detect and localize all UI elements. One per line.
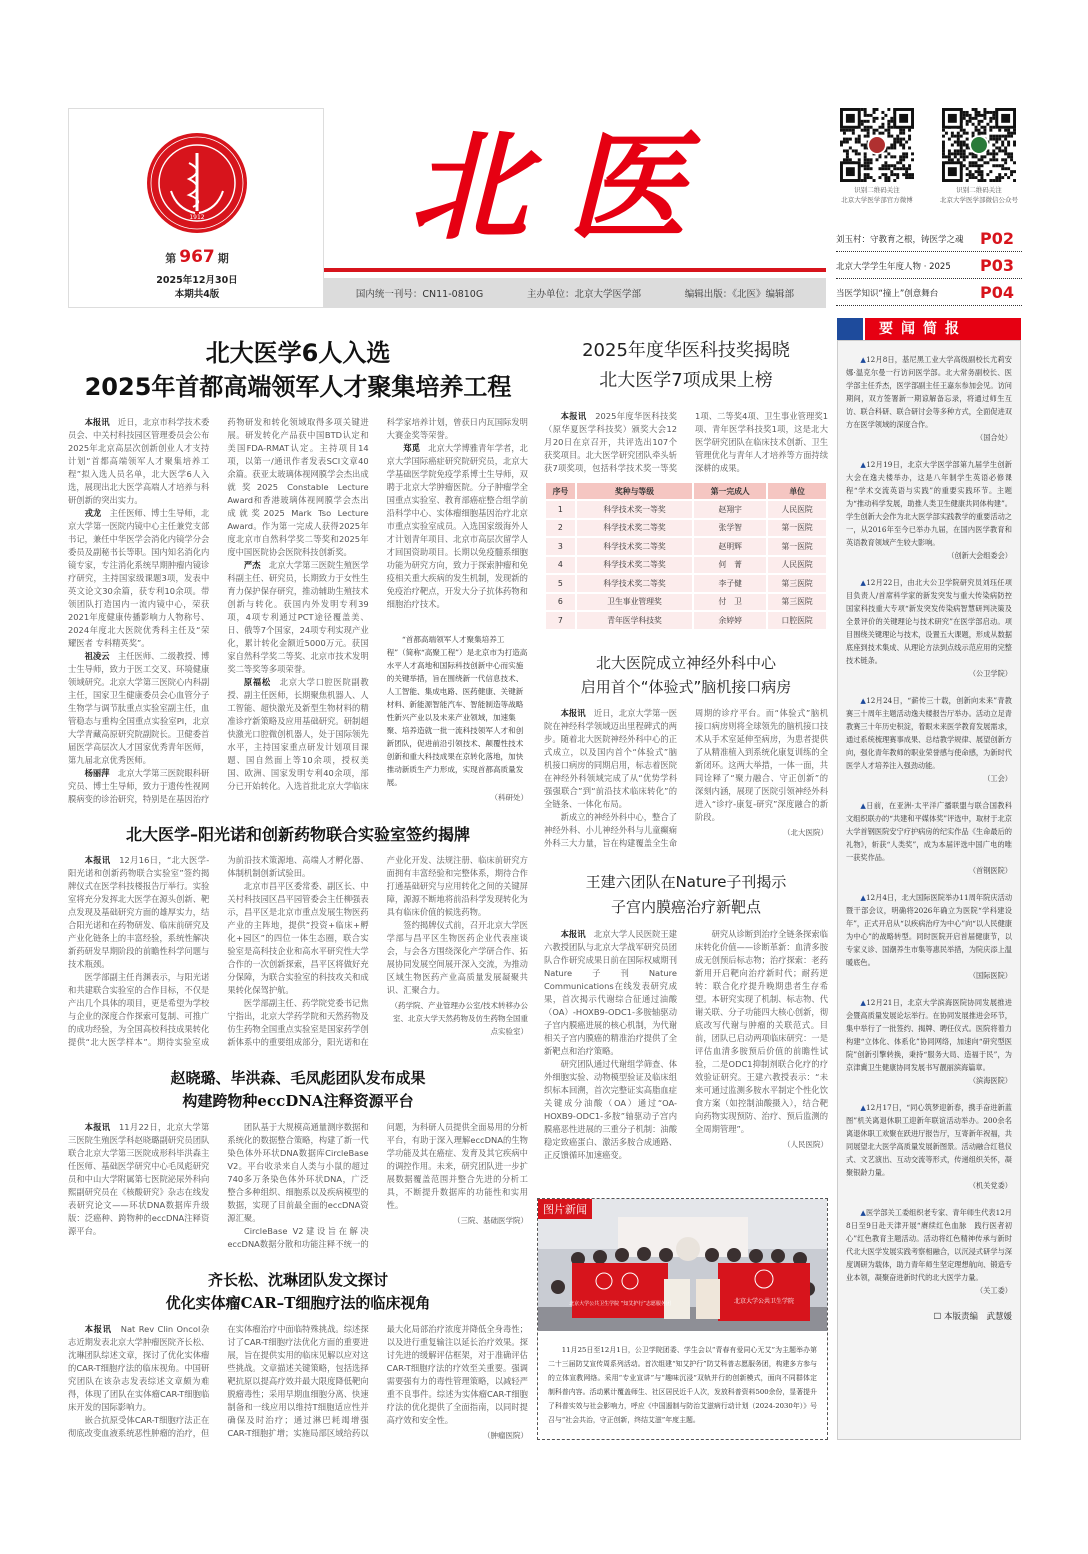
page-index-number: P02 xyxy=(980,229,1014,248)
article-paragraph xyxy=(387,442,528,611)
article-paragraph xyxy=(68,854,209,971)
news-brief-body: 日前，在亚洲-太平洋广播联盟与联合国教科文组织联办的“共建和平媒体奖”评选中，取材于北京大学首钢医院安宁疗护病房的纪实作品《生命最后的礼物》，斩获“人类奖”，成为本届评选中国广电的唯一获奖作品。 xyxy=(846,801,1012,862)
article-lab xyxy=(68,824,528,1049)
issue-date-block xyxy=(69,274,325,302)
headline-line: 子宫内膜癌治疗新靶点 xyxy=(610,897,761,916)
paragraph-lead: 本报讯 xyxy=(84,1122,111,1132)
article-body xyxy=(68,416,528,806)
table-row xyxy=(546,575,826,592)
news-brief-text xyxy=(846,1206,1012,1284)
news-brief-item xyxy=(846,891,1012,982)
article-paragraph xyxy=(544,1058,677,1162)
paragraph-lead: 本报讯 xyxy=(84,417,110,427)
publisher-label: 编辑出版：《北医》编辑部 xyxy=(684,289,795,300)
paragraph-lead: 严杰 xyxy=(243,560,261,570)
table-cell: 赵明辉 xyxy=(694,538,766,555)
issue-suffix: 期 xyxy=(217,252,229,265)
article-headline xyxy=(68,1269,528,1315)
paragraph-text: 研究团队通过代谢组学筛查、体外细胞实验、动物模型验证及临床组织标本回溯，首次完整证实高脂血症关键成分油酸（OA）通过“OA-HOXB9-ODC1-多胺”轴驱动子宫内膜癌恶性进展的三重分子机制：油酸稳定致癌蛋白、激活多胺合成通路、正反馈循环加速癌变。 xyxy=(544,1058,677,1160)
table-cell: 科学技术奖二等奖 xyxy=(577,557,692,574)
paragraph-text: Nat Rev Clin Oncol杂志近期发表北京大学肿瘤医院齐长松、沈琳团队综述文章，探讨了优化实体瘤的CAR-T细胞疗法的临床视角。中国研究团队在该杂志发表综述文章颇为难得，体现了团队在实体瘤CAR-T细胞临床开发的国际影响力。 xyxy=(68,1324,210,1412)
page-index-title: 当医学知识“撞上”创意舞台 xyxy=(836,288,939,299)
news-brief-item xyxy=(846,458,1012,562)
article-paragraph xyxy=(544,707,677,811)
article-source: （药学院、产业管理办公室/技术转移办公室、北京大学天然药物及仿生药物全国重点实验室） xyxy=(390,1001,528,1036)
photo-news xyxy=(537,1198,828,1440)
table-cell: 4 xyxy=(546,557,575,574)
sidebar-note: “首都高端领军人才聚集培养工程”（简称“高聚工程”）是北京市为打造高水平人才高地和国际科技创新中心而实施的关键举措，旨在围绕新一代信息技术、人工智能、集成电路、医药健康、关键新材料、新能源智能汽车、智能制造等战略性新兴产业以及未来产业领域，加速集聚、培养造就一批一流科技领军人才和创新团队，促进前沿引领技术、颠覆性技术创新和重大科技成果在京转化落地，加快推动新质生产力形成，实现首都高质量发展。 xyxy=(386,635,528,787)
page-index-item-p03[interactable] xyxy=(836,253,1022,279)
news-brief-source: （滨海医院） xyxy=(968,1076,1012,1085)
article-paragraph xyxy=(68,416,209,507)
table-row xyxy=(546,501,826,518)
article-paragraph xyxy=(544,928,677,1058)
triangle-bullet-icon: ▲ xyxy=(860,696,867,705)
table-header-cell: 奖种与等级 xyxy=(577,483,692,499)
news-brief-source: （国合处） xyxy=(976,433,1012,442)
banner-text-left: 北京大学公共卫生学院 “知艾护行”志愿服务团 xyxy=(569,1300,671,1307)
news-brief-body: 12月4日，北大国际医院举办11周年院庆活动暨干部会议，明确将2026年确立为医院“学科建设年”，正式开启从“以疾病治疗为中心”向“以人民健康为中心”的战略转型。同时医院开启首届健康节，以专家义诊、国潮养生市集等惠民举措，为院庆添上温暖底色。 xyxy=(846,893,1013,967)
issue-number-value: 967 xyxy=(179,247,215,267)
table-row xyxy=(546,520,826,537)
news-brief-item xyxy=(846,353,1012,444)
news-brief-body: 12月21日，北京大学滨海医院协同发展推进会暨高质量发展论坛举行。在协同发展推进会环节，集中举行了一批签约、揭牌、聘任仪式。医院将着力构建“立体化、体系化”协同网络，加速向“研究型医院”创新引擎转换，秉持“服务大局、造福于民”，为京津冀卫生健康协同发展书写靓丽滨海篇章。 xyxy=(846,998,1012,1072)
table-cell: 2 xyxy=(546,520,575,537)
news-brief-source: （国际医院） xyxy=(968,971,1012,980)
paragraph-lead: 祖凌云 xyxy=(84,651,110,661)
article-paragraph xyxy=(227,880,368,997)
middle-column xyxy=(544,336,828,1440)
article-paragraph xyxy=(387,919,528,997)
news-brief-item xyxy=(846,799,1012,877)
page-index-item-p02[interactable] xyxy=(836,226,1022,252)
paragraph-text: 医学部副主任肖渊表示，与阳光诺和共建联合实验室的合作目标，不仅是产出几个具体的项目，更是希望为学校与企业的深度合作探索可复制、可推广的成功经验，为全国高校科技成果转化提供“北大医学样本”。期待实验室成为前沿技术策源地、高端人才孵化器、体制机制创新试验田。 xyxy=(68,855,369,1047)
article-body xyxy=(544,410,828,475)
news-brief-source: （工会） xyxy=(983,774,1012,783)
table-cell: 口腔医院 xyxy=(768,612,826,629)
paragraph-lead: 杨丽萍 xyxy=(84,768,110,778)
paragraph-text: 新成立的神经外科中心，整合了神经外科、小儿神经外科与儿童癫痫外科三大力量，旨在构建覆盖全生命周期的诊疗平台。而“体验式”脑机接口病房则将全球领先的脑机接口技术从手术室延伸至病房，为患者提供了从精准植入到系统化康复训练的全新闭环。这两大举措，一体一面，共同诠释了“聚力融合、守正创新”的深刻内涵，展现了医院引领神经外科进入“诊疗-康复-研究”深度融合的新阶段。 xyxy=(544,707,828,848)
triangle-bullet-icon: ▲ xyxy=(860,893,866,902)
paragraph-lead: 本报讯 xyxy=(560,411,587,421)
article-neuro xyxy=(544,651,828,850)
paragraph-lead: 本报讯 xyxy=(560,928,586,939)
news-brief-sidebar xyxy=(837,340,1021,1440)
news-brief-source: （公卫学院） xyxy=(968,669,1012,678)
qr-caption-weibo xyxy=(822,185,932,205)
table-header-cell: 序号 xyxy=(546,483,575,499)
photo-news-caption: 11月25日至12月1日，公卫学院团委、学生会以“青春有爱同心无艾”为主题举办第二十三届防艾宣传周系列活动。首次组建“知艾护行”防艾科普志愿服务团，构建多方参与的立体宣教网络。采用“专业宣讲”与“趣味沉浸”双轨并行的创新模式，面向不同群体定制科普内容。活动累计覆盖师生、社区居民近千人次，发放科普资料500余份，显著提升了科普实效与社会影响力，呼应《中国遏制与防治艾滋病行动计划（2024-2030年）》号召与“社会共治，守正创新，终结艾滋”年度主题。 xyxy=(548,1345,817,1424)
article-paragraph xyxy=(227,559,368,676)
news-brief-body: 12月17日，“同心筑梦迎新春，携手奋进新蓝图”机关离退休职工迎新年联谊活动举办。200余名离退休职工欢聚在跃进厅报告厅，互寄新年祝福，共同展望北大医学高质量发展新图景。活动融合红毯仪式、文艺演出、互动交流等形式，传递组织关怀，凝聚银龄力量。 xyxy=(846,1103,1012,1177)
triangle-bullet-icon: ▲ xyxy=(860,801,867,810)
paragraph-text: 嵌合抗原受体CAR-T细胞疗法正在彻底改变血液系统恶性肿瘤的治疗，但在实体瘤治疗中面临特殊挑战。综述探讨了CAR-T细胞疗法优化方面的重要进展，旨在提供实用的临床见解以应对这些挑战。文章描述关键策略，包括选择靶抗原以提高疗效并最大限度降低靶向脱瘤毒性；采用早期血细胞分离、快速制备和一线应用以维持T细胞适应性并确保及时治疗；通过淋巴耗竭增强CAR-T细胞扩增；实施局部区域给药以最大化局部治疗浓度并降低全身毒性；以及进行重复输注以延长治疗效果。探讨先进的缓解评估框架，对于准确评估CAR-T细胞疗法的疗效至关重要。强调需要强有力的毒性管理策略，以减轻严重不良事件。综述为实体瘤CAR-T细胞疗法的优化提供了全面指南，以同时提高疗效和安全性。 xyxy=(68,1324,528,1438)
headline-line: 北大医学–阳光诺和创新药物联合实验室签约揭牌 xyxy=(125,825,470,844)
news-brief-source: （机关党委） xyxy=(968,1181,1012,1190)
article-headline xyxy=(68,824,528,846)
table-cell: 李子健 xyxy=(694,575,766,592)
table-cell: 3 xyxy=(546,538,575,555)
paragraph-text: 主任医师、二级教授、博士生导师，致力于医工交叉、环境健康领域研究。北京大学第三医院心内科副主任，国家卫生健康委员会心血管分子生物学与调节肽重点实验室副主任，血管稳态与重构全国重点实验室PI，北京大学青藏高原研究院副院长。卫健委首届医学高层次人才国家优秀青年医师，第九届北京优秀医师。 xyxy=(68,651,210,765)
paragraph-text: 签约揭牌仪式前，召开北京大学医学部与昌平区生物医药企业代表座谈会，与会各方围绕深化产学研合作、拓展协同发展空间展开深入交流，为推动区域生物医药产业高质量发展凝聚共识、汇聚合力。 xyxy=(386,920,528,995)
table-cell: 余婷婷 xyxy=(694,612,766,629)
page-index-title: 刘玉村：守教育之根，铸医学之魂 xyxy=(836,234,964,245)
headline-line: 2025年首都高端领军人才聚集培养工程 xyxy=(84,373,512,401)
table-cell: 青年医学科技奖 xyxy=(577,612,692,629)
triangle-bullet-icon: ▲ xyxy=(860,578,867,587)
article-paragraph xyxy=(68,507,209,650)
article-nature xyxy=(544,870,828,1162)
table-header-cell: 单位 xyxy=(768,483,826,499)
masthead-rule xyxy=(324,268,826,272)
paragraph-text: 研究从诊断到治疗全链条探索临床转化价值——诊断革新：血清多胺成无创预后标志物；治疗探索：老药新用开启靶向治疗新时代；耐药逆转：联合化疗提升晚期患者生存希望。本研究实现了机制、标志物、代谢关联、分子功能四大核心创新，彻底改写代谢与肿瘤的关联范式。目前，团队已启动两项临床研究：一是评估血清多胺预后价值的前瞻性试验，二是ODC1抑制剂联合化疗的疗效验证研究。王建六教授表示：“未来可通过监测多胺水平制定个性化饮食方案（如控制油酸摄入），结合靶向药物实现预防、治疗、预后监测的全周期管理”。 xyxy=(695,928,828,1134)
paragraph-lead: 郑觅 xyxy=(403,443,420,453)
sidebar-title: 要闻简报 xyxy=(865,318,1021,340)
headline-line: 北大医学6人入选 xyxy=(205,339,391,367)
page-editor: ☐ 本版责编 武慧媛 xyxy=(933,1312,1012,1322)
table-cell: 科学技术奖二等奖 xyxy=(577,538,692,555)
paragraph-text: 北京大学博雅青年学者，北京大学国际癌症研究院研究员，北京大学基础医学院免疫学系博士生导师，双聘于北京大学肿瘤医院。分子肿瘤学全国重点实验室、教育部癌症整合组学前沿科学中心、实体瘤细胞基因治疗北京市重点实验室成员。入选国家级海外人才计划青年项目、北京市高层次留学人才回国资助项目。长期以免疫髓系细胞功能为研究方向，致力于探索肿瘤和免疫相关重大疾病的发生机制，发现新的免疫治疗靶点，开发大分子抗体药物和细胞治疗技术。 xyxy=(386,443,528,609)
headline-line: 赵晓璐、毕洪森、毛凤彪团队发布成果 xyxy=(170,1069,426,1087)
article-paragraph xyxy=(695,928,828,1136)
qr-caption-line: 北京大学医学部微信公众号 xyxy=(940,196,1018,204)
news-brief-body: 12月19日，北京大学医学部第九届学生创新大会在逸夫楼举办，这是八年制学生英语必修课程“学术交流英语与实践”的重要实践环节。主题为“推动科学发展，助推人类卫生健康共同体构建”。学生创新大会作为北大医学部实践教学的重要活动之一，从2016年至今已举办九届，在国内医学教育和英语教育领域产生较大影响。 xyxy=(846,460,1012,547)
table-cell: 第一医院 xyxy=(768,538,826,555)
article-source: （人民医院） xyxy=(783,1139,828,1149)
triangle-bullet-icon: ▲ xyxy=(860,1208,866,1217)
article-body xyxy=(544,928,828,1162)
article-source: （科研处） xyxy=(490,793,528,802)
table-cell: 赵翔宇 xyxy=(694,501,766,518)
paragraph-lead: 原福松 xyxy=(243,677,271,687)
news-brief-text xyxy=(846,576,1012,667)
table-cell: 第一医院 xyxy=(768,520,826,537)
article-paragraph xyxy=(68,650,209,767)
article-award xyxy=(544,336,828,631)
table-header-row xyxy=(546,483,826,499)
article-body xyxy=(68,1121,528,1251)
news-brief-source: （创新大会组委会） xyxy=(947,551,1012,560)
news-brief-body: 12月8日，基尼黑工业大学高级副校长尤莉安娜·温克尔曼一行访问医学部。北大常务副校长、医学部主任乔杰，医学部副主任王嘉东参加会见。访问期间，双方签署新一期谅解备忘录，将通过师生互访、联合科研、联合研讨会等多种方式，全面促进双方在医学领域的深度合作。 xyxy=(846,355,1012,429)
table-cell: 何 菁 xyxy=(694,557,766,574)
page-index-number: P04 xyxy=(980,283,1014,302)
news-brief-item xyxy=(846,576,1012,680)
issue-prefix: 第 xyxy=(165,252,177,265)
table-cell: 7 xyxy=(546,612,575,629)
issue-date: 2025年12月30日 xyxy=(156,275,238,286)
article-headline xyxy=(68,336,528,404)
article-headline xyxy=(68,1067,528,1113)
table-row xyxy=(546,612,826,629)
paragraph-text: 2025年度华医科技奖（原华夏医学科技奖）颁奖大会12月20日在京召开，共评选出107个获奖项目。北大医学研究团队牵头斩获7项奖项，包括科学技术奖一等奖1项、二等奖4项、卫生事业管理奖1项、青年医学科技奖1项，这是北大医学研究团队在临床技术创新、卫生管理优化与青年人才培养等方面持续深耕的成果。 xyxy=(544,411,828,473)
paragraph-text: 近日，北京市科学技术委员会、中关村科技园区管理委员会公布2025年北京高层次创新创业人才支持计划“首都高端领军人才聚集培养工程”拟入选人员名单，北大医学6人入选，展现出北大医学高端人才培养与科研创新的突出实力。 xyxy=(68,417,210,505)
news-brief-text xyxy=(846,799,1012,864)
sidebar-header xyxy=(837,318,1021,340)
paragraph-text: 北京大学口腔医院副教授、副主任医师，长期聚焦机器人、人工智能、超快激光及新型生物材料的精准诊疗新策略及应用基础研究。研制超快激光口腔微创机器人，处于国际领先水平，主持国家重点研发计划项目课题、国自然面上等10余项，授权美国、欧洲、国家发明专利40余项，部分已开始转化。入选首批北京大学临床科学家培养计划，曾获日内瓦国际发明大赛金奖等荣誉。 xyxy=(227,417,528,791)
qr-caption-line: 北京大学医学部官方微博 xyxy=(841,196,913,204)
article-source: （肿瘤医院） xyxy=(482,1431,528,1440)
article-source: （三院、基础医学院） xyxy=(452,1216,528,1225)
paragraph-text: 北京大学人民医院王建六教授团队与北京大学战军研究员团队合作研究成果日前在国际权威期刊Nature子刊Nature Communications在线发表研究成果，首次揭示代谢综合征通过油酸（OA）-HOXB9-ODC1-多胺轴驱动子宫内膜癌进展的核心机制，为代谢相关子宫内膜癌的精准治疗提供了全新靶点和治疗策略。 xyxy=(544,928,677,1056)
table-cell: 张学智 xyxy=(694,520,766,537)
paragraph-text: 北京大学第三医院生殖医学科副主任、研究员，长期致力于女性生育力保护保存研究，推动辅助生殖技术创新与转化。获国内外发明专利39项，4项专利通过PCT途径覆盖美、日、俄等7个国家，24项专利实现产业化，累计转化金额近5000万元。获国家自然科学奖二等奖、北京市技术发明奖二等奖等多项荣誉。 xyxy=(227,560,369,674)
triangle-bullet-icon: ▲ xyxy=(860,460,867,469)
publication-info-bar xyxy=(324,278,826,308)
issue-page-count: 本期共4版 xyxy=(174,289,220,300)
qr-caption-line: 识别二维码关注 xyxy=(854,186,900,194)
headline-line: 启用首个“体验式”脑机接口病房 xyxy=(580,677,792,696)
qr-code-wechat[interactable] xyxy=(940,108,1018,182)
headline-line: 优化实体瘤CAR–T细胞疗法的临床视角 xyxy=(165,1294,431,1312)
headline-line: 构建跨物种eccDNA注释资源平台 xyxy=(182,1092,414,1110)
table-cell: 科学技术奖二等奖 xyxy=(577,575,692,592)
qr-caption-wechat xyxy=(924,185,1034,205)
news-brief-item xyxy=(846,694,1012,785)
triangle-bullet-icon: ▲ xyxy=(860,998,867,1007)
table-cell: 6 xyxy=(546,594,575,611)
news-brief-item xyxy=(846,996,1012,1087)
news-brief-text xyxy=(846,353,1012,431)
article-paragraph xyxy=(68,1323,209,1414)
paragraph-lead: 本报讯 xyxy=(84,1324,112,1334)
table-row xyxy=(546,594,826,611)
table-cell: 卫生事业管理奖 xyxy=(577,594,692,611)
paragraph-lead: 戎龙 xyxy=(84,508,102,518)
article-headline xyxy=(544,651,828,699)
paragraph-text: 近日，北京大学第一医院在神经科学领域迈出里程碑式的两步。随着北大医院神经外科中心的正式成立，以及国内首个“体验式”脑机接口病房的同期启用，标志着医院在神经外科领域完成了从“优势学科强强联合”到“前沿技术临床转化”的全链条、一体化布局。 xyxy=(544,707,677,809)
news-brief-item xyxy=(846,1101,1012,1192)
news-brief-item xyxy=(846,1206,1012,1297)
svg-text:1912: 1912 xyxy=(189,214,205,221)
paragraph-lead: 本报讯 xyxy=(84,855,111,865)
triangle-bullet-icon: ▲ xyxy=(860,355,867,364)
article-body xyxy=(544,707,828,850)
news-brief-text xyxy=(846,996,1012,1074)
triangle-bullet-icon: ▲ xyxy=(860,1103,867,1112)
table-cell: 科学技术奖一等奖 xyxy=(577,501,692,518)
article-cart xyxy=(68,1269,528,1442)
paragraph-lead: 本报讯 xyxy=(560,707,586,718)
news-brief-source: （首钢医院） xyxy=(968,866,1012,875)
banner-text-right: 北京大学公共卫生学院 xyxy=(733,1297,795,1305)
page-index-title: 北京大学学生年度人物 · 2025 xyxy=(836,261,951,272)
article-body xyxy=(68,1323,528,1442)
article-paragraph xyxy=(227,1121,368,1225)
article-paragraph xyxy=(544,410,828,475)
paragraph-text: 医学部副主任、药学院党委书记焦宁指出，北京大学药学院和天然药物及仿生药物全国重点实验室是国家药学创新体系中的重要组成部分，阳光诺和在产业化开发、法规注册、临床前研究方面拥有丰富经验和完整体系，期待合作打通基础研究与应用转化之间的关键屏障，源源不断地将前沿科学发现转化为具有临床价值的候选药物。 xyxy=(227,855,528,1047)
headline-line: 王建六团队在Nature子刊揭示 xyxy=(585,872,787,891)
table-cell: 第三医院 xyxy=(768,575,826,592)
award-table xyxy=(544,481,828,631)
headline-line: 北大医学7项成果上榜 xyxy=(599,370,773,391)
issn-label: 国内统一刊号：CN11-0810G xyxy=(355,289,484,300)
news-brief-text xyxy=(846,458,1012,549)
paragraph-text: 团队基于大规模高通量测序数据和系统化的数据整合策略，构建了新一代染色体外环状DNA数据库CircleBase V2。平台收录来自人类与小鼠的超过740多万条染色体外环状DNA，广泛整合多种组织、细胞系以及疾病模型的数据，实现了目前最全面的eccDNA资源汇聚。 xyxy=(227,1122,369,1223)
masthead-title: 北医 xyxy=(410,117,727,256)
news-brief-text xyxy=(846,1101,1012,1179)
sidebar-header-blue-block xyxy=(837,318,863,340)
paragraph-text: 北京大学第三医院眼科研究员、博士生导师，致力于遗传性视网膜病变的诊治研究，特别是在基因治疗药物研发和转化领域取得多项关键进展。研发转化产品获中国BTD认定和美国FDA-RMAT认定。主持项目14项，以第一/通讯作者发表SCI文章40余篇。获亚太玻璃体视网膜学会杰出成就奖2025 Constable Lecture Award和香港玻璃体视网膜学会杰出成就奖2025 Mark Tso Lecture Award。作为第一完成人获得2025年度北京市自然科学奖二等奖和2025年度中国医院协会医院科技创新奖。 xyxy=(68,417,369,804)
news-brief-text xyxy=(846,891,1012,969)
paragraph-text: 主任医师、博士生导师，北京大学第一医院内镜中心主任兼党支部书记，兼任中华医学会消化内镜学分会委员及副秘书长等职。国内知名消化内镜专家，专注消化系统早期肿瘤内镜诊疗研究，主持国家级课题3项，发表中英文论文30余篇，获专利10余项。带领团队打造国内一流内镜中心，荣获2021年度健康传播影响力人物称号、2024年度北大医院优秀科主任及“荣耀医者 专科精英奖”。 xyxy=(68,508,210,648)
university-logo xyxy=(127,131,267,235)
article-talent xyxy=(68,336,528,806)
qr-code-weibo[interactable] xyxy=(838,108,916,182)
news-brief-list xyxy=(846,353,1012,1297)
paragraph-text: CircleBase V2建设旨在解决eccDNA数据分散和功能注释不统一的问题，为科研人员提供全面易用的分析平台，有助于深入理解eccDNA的生物学功能及其在癌症、发育及其它疾病中的调控作用。未来，研究团队进一步扩展数据覆盖范围并整合先进的分析工具，不断提升数据库的功能性和实用性。 xyxy=(227,1122,528,1249)
headline-line: 2025年度华医科技奖揭晓 xyxy=(582,340,790,361)
masthead-info-box xyxy=(68,108,324,308)
left-column xyxy=(68,336,528,1442)
table-cell: 第三医院 xyxy=(768,594,826,611)
news-brief-text xyxy=(846,694,1012,772)
news-brief-body: 医学部关工委组织老专家、青年师生代表12月8日至9日赴天津开展“赓续红色血脉 践行医者初心”红色教育主题活动。活动将红色精神传承与新时代北大医学发展实践考察相融合，以沉浸式研学与深度调研为载体，助力青年师生坚定理想航向、锻造专业本领，凝聚奋进新时代的北大医学力量。 xyxy=(846,1208,1012,1282)
table-cell: 人民医院 xyxy=(768,557,826,574)
paragraph-text: 12月16日，“北大医学-阳光诺和创新药物联合实验室”签约揭牌仪式在医学科技楼报告厅举行。实验室将充分发挥北大医学在源头创新、靶点发现及基础研究方面的雄厚实力，结合阳光诺和在药物研发、临床前研究及产业化链条上的丰富经验，系统性解决新药研发早期阶段的前瞻性科学问题与技术瓶颈。 xyxy=(68,855,210,969)
qr-caption-line: 识别二维码关注 xyxy=(956,186,1002,194)
news-brief-body: 12月22日，由北大公卫学院研究员刘珏任项目负责人/首席科学家的新发突发与重大传染病防控国家科技重大专项“新发突发传染病智慧研判决策及全景评价的关键理论与技术研究”在医学部启动。项目围绕关键理论与技术，设置五大课题，形成从数据底座到技术集成、从理论方法到点线示范应用的完整技术链条。 xyxy=(846,578,1012,665)
paragraph-text: 北京市昌平区委常委、副区长、中关村科技园区昌平园管委会主任柳强表示，昌平区是北京市重点发展生物医药产业的主阵地，提供“投资+临床+孵化+园区”的四位一体生态圈，联合实验室是高科技企业和高水平研究性大学合作的一次创新探索，昌平区将做好充分保障，为联合实验室的科技攻关和成果转化保驾护航。 xyxy=(227,881,369,995)
article-eccdna xyxy=(68,1067,528,1251)
table-cell: 1 xyxy=(546,501,575,518)
headline-line: 齐长松、沈琳团队发文探讨 xyxy=(207,1271,388,1289)
sponsor-label: 主办单位：北京大学医学部 xyxy=(526,289,641,300)
paragraph-text: 11月22日，北京大学第三医院生殖医学科赵晓璐副研究员团队联合北京大学第三医院成形科毕洪森主任医师、基础医学研究中心毛凤彪研究员和中山大学附属第七医院泌尿外科向熙副研究员在《核酸研究》杂志在线发表研究论文——环状DNA数据库升级版：泛癌种、跨物种的eccDNA注释资源平台。 xyxy=(68,1122,210,1236)
table-row xyxy=(546,538,826,555)
table-cell: 付 卫 xyxy=(694,594,766,611)
table-cell: 人民医院 xyxy=(768,501,826,518)
photo-news-label: 图片新闻 xyxy=(538,1199,592,1219)
article-paragraph xyxy=(68,1121,209,1238)
table-header-cell: 第一完成人 xyxy=(694,483,766,499)
table-row xyxy=(546,557,826,574)
news-brief-source: （关工委） xyxy=(976,1286,1012,1295)
article-headline xyxy=(544,870,828,920)
table-cell: 科学技术奖二等奖 xyxy=(577,520,692,537)
table-cell: 5 xyxy=(546,575,575,592)
article-body xyxy=(68,854,528,1049)
article-source: （北大医院） xyxy=(783,827,828,837)
page-index-number: P03 xyxy=(980,256,1014,275)
article-headline xyxy=(544,336,828,396)
page-index-item-p04[interactable] xyxy=(836,280,1022,306)
news-brief-body: 12月24日，“薪传三十载，创新向未来”青教赛三十周年主题活动逸夫楼报告厅举办。活动立足青教赛三十年历史积淀，着眼未来医学教育发展需求，通过系统梳理赛事成果、总结教学规律、展望创新方向，强化青年教师的职业荣誉感与使命感，为新时代医学人才培养注入强劲动能。 xyxy=(846,696,1012,770)
headline-line: 北大医院成立神经外科中心 xyxy=(595,653,776,672)
issue-number xyxy=(69,247,325,267)
